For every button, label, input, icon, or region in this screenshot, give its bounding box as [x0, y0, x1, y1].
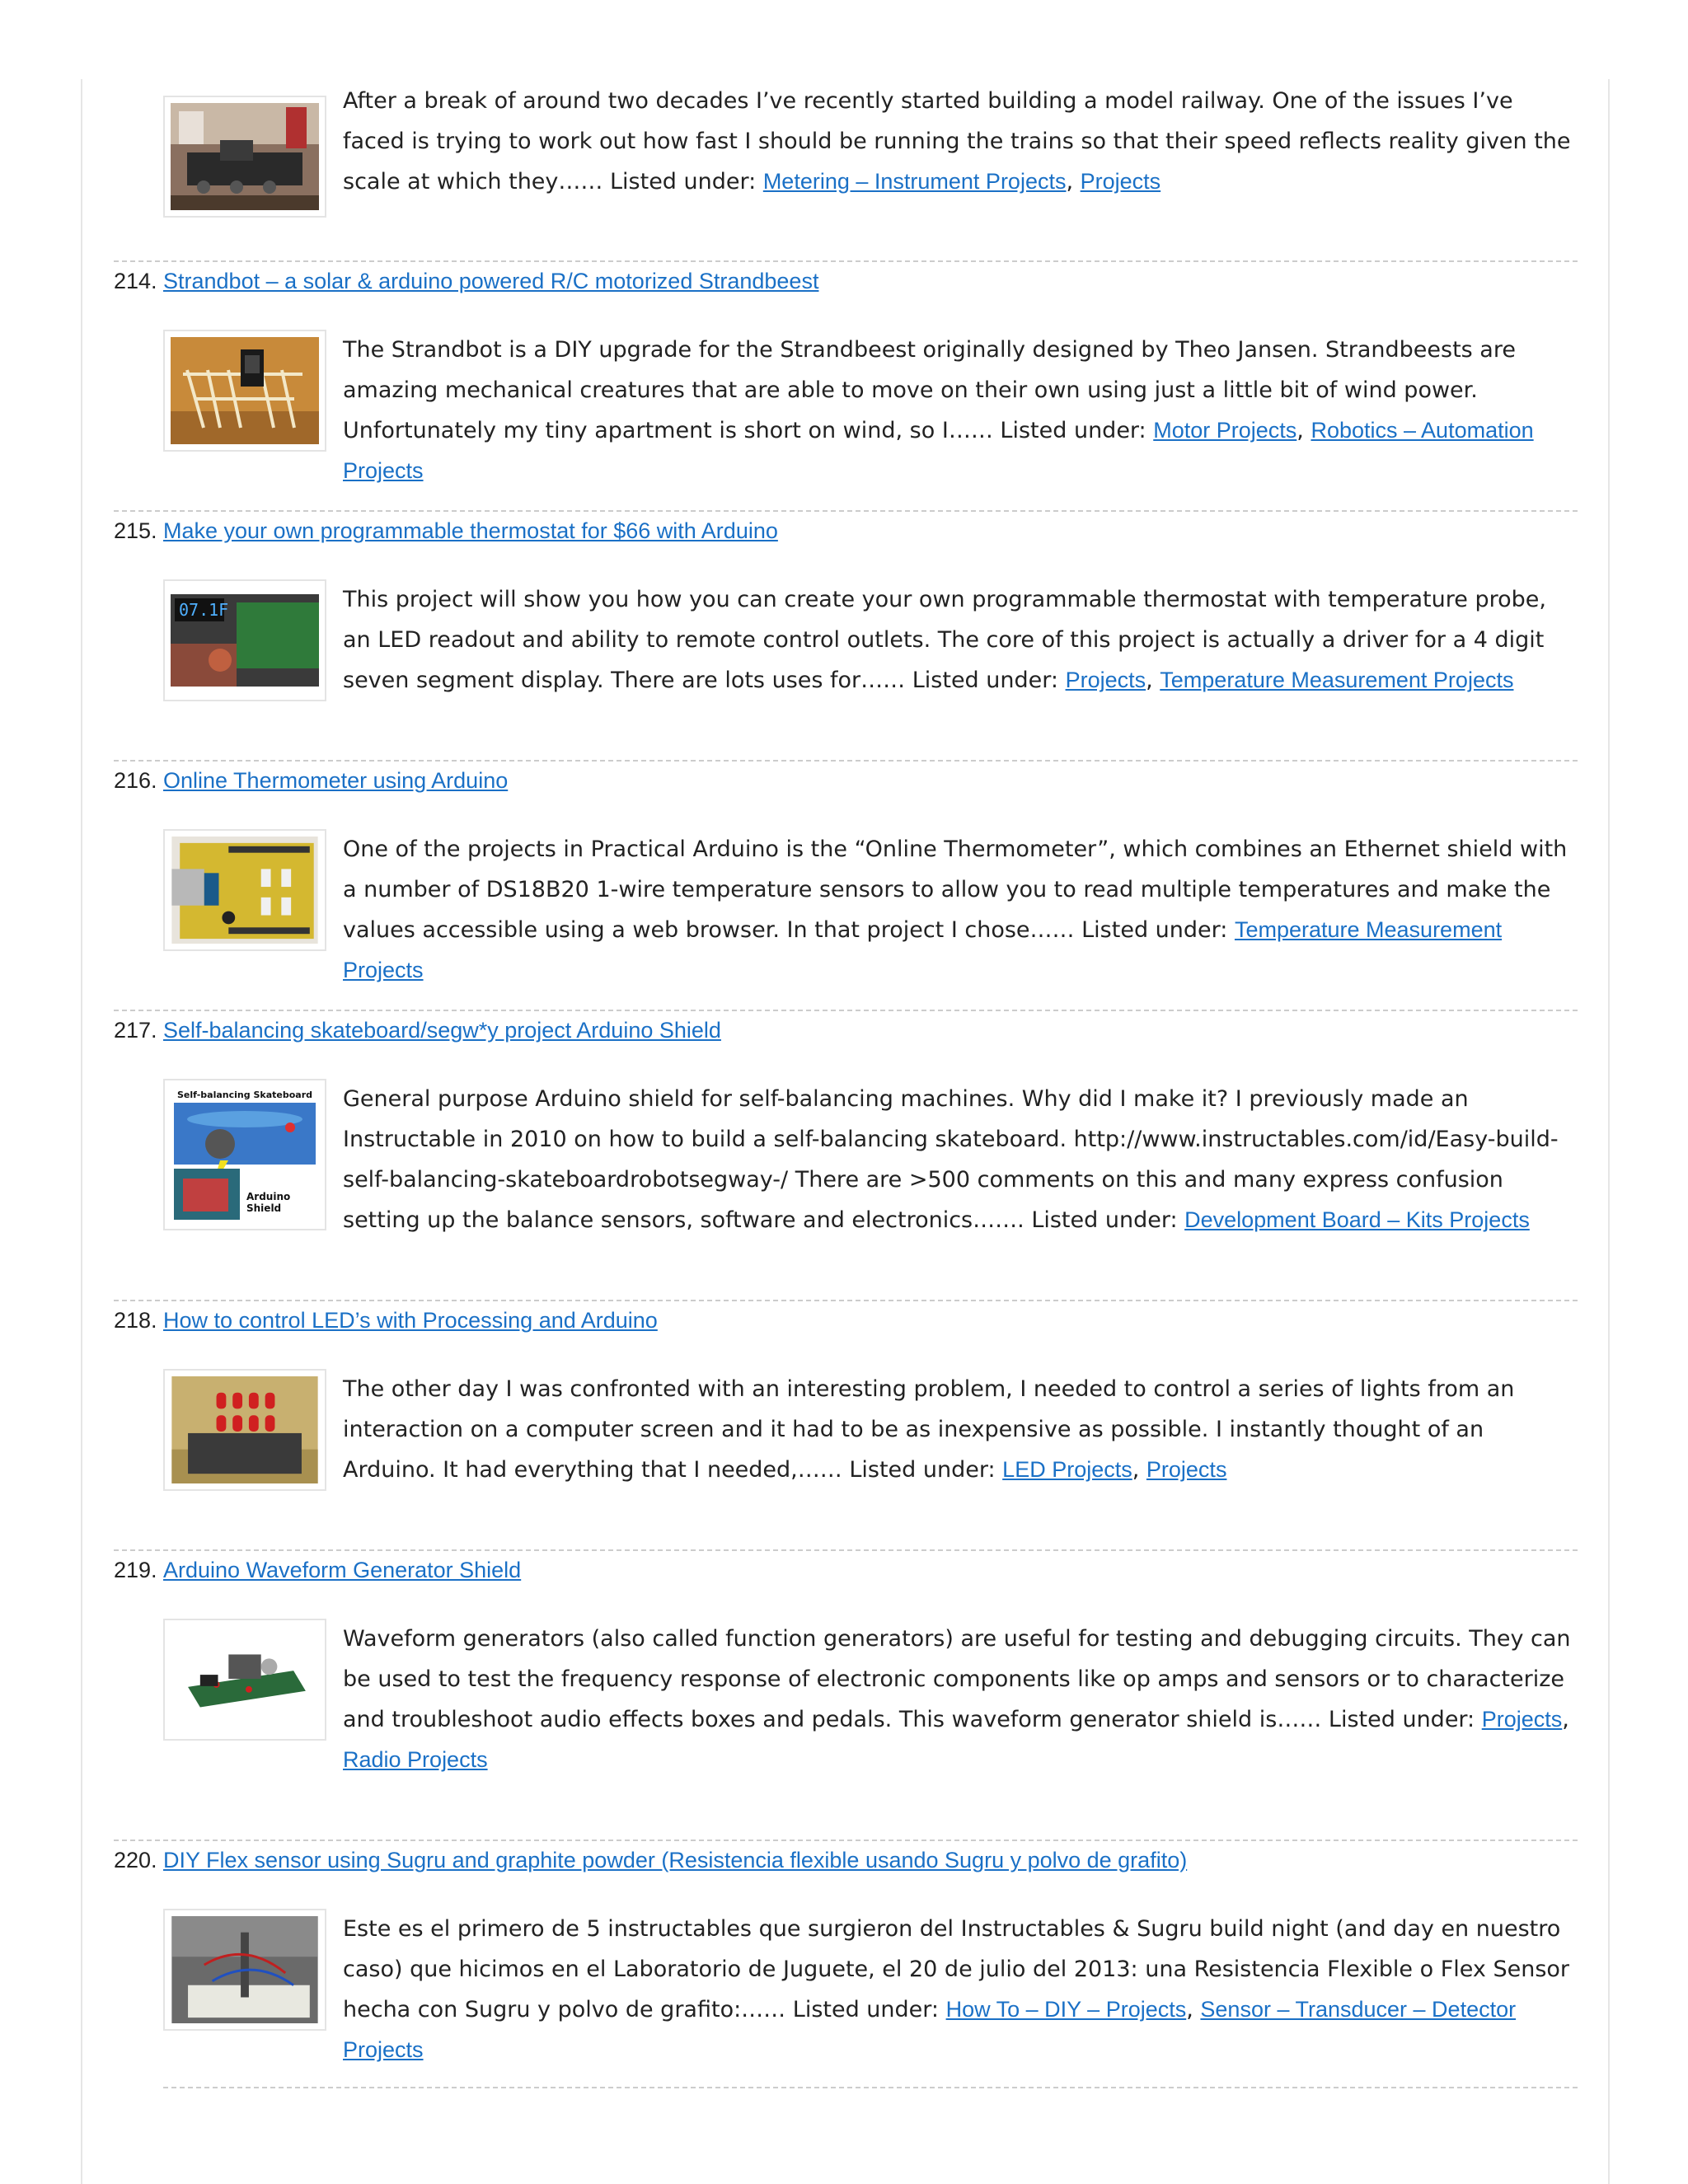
category-link[interactable]: Temperature Measurement Projects [343, 917, 1503, 982]
category-link[interactable]: LED Projects [1002, 1457, 1132, 1482]
entry-title-link[interactable]: Online Thermometer using Arduino [163, 768, 509, 793]
thumb-skateboard-shield[interactable] [163, 1079, 326, 1230]
entry-divider [163, 2087, 1578, 2088]
entry-number: 216. [114, 768, 157, 793]
strandbeest-icon [171, 337, 319, 444]
category-link[interactable]: Projects [1481, 1707, 1563, 1732]
skateboard-shield-icon [171, 1086, 319, 1223]
thumb-strandbeest[interactable] [163, 330, 326, 452]
thermostat-icon [171, 587, 319, 694]
flex-sensor-icon [171, 1916, 319, 2023]
thumb-thermostat[interactable] [163, 579, 326, 701]
thumb-model-railway[interactable] [163, 96, 326, 218]
category-link[interactable]: How To – DIY – Projects [945, 1997, 1187, 2022]
svg-text:Arduino: Arduino [246, 1191, 291, 1202]
svg-text:Self-balancing Skateboard: Self-balancing Skateboard [177, 1090, 312, 1100]
entry-214-description: The Strandbot is a DIY upgrade for the Strandbeest originally designed by Theo Jansen. Strandbeests are amazing mechanical creatures that are able to move on their own using just a little bit of wind power. Unfortunately my tiny apartment is short on wind, so I…… Listed under: Motor Projects, Robotics – Automation Projects [343, 337, 1534, 483]
category-link[interactable]: Radio Projects [343, 1747, 488, 1772]
entry-219-description: Waveform generators (also called function generators) are useful for testing and debugging circuits. They can be used to test the frequency response of electronic components like op amps and sensors or to characterize and troubleshoot audio effects boxes and pedals. This waveform generator shield is…… Listed under: Projects, Radio Projects [343, 1626, 1571, 1772]
entry-number: 218. [114, 1308, 157, 1333]
led-board-icon [171, 1376, 319, 1483]
waveform-shield-icon [171, 1626, 319, 1733]
thumb-waveform-shield[interactable] [163, 1619, 326, 1741]
category-link[interactable]: Motor Projects [1153, 418, 1297, 443]
entry-0-description: After a break of around two decades I’ve recently started building a model railway. One of the issues I’ve faced is trying to work out how fast I should be running the trains so that their speed reflects reality given the scale at which they…… Listed under: Metering – Instrument Projects, Projects [343, 88, 1571, 194]
ethernet-shield-icon [171, 837, 319, 944]
entry-number: 217. [114, 1018, 157, 1043]
category-link[interactable]: Robotics – Automation Projects [343, 418, 1534, 483]
category-link[interactable]: Metering – Instrument Projects [762, 169, 1067, 194]
entry-title-link[interactable]: Self-balancing skateboard/segw*y project Arduino Shield [163, 1018, 721, 1043]
entry-215-description: This project will show you how you can create your own programmable thermostat with temperature probe, an LED readout and ability to remote control outlets. The core of this project is actually a driver for a 4 digit seven segment display. There are lots uses for…… Listed under: Projects, Temperature Measurement Projects [343, 587, 1546, 693]
svg-text:Shield: Shield [246, 1202, 282, 1214]
thumb-ethernet-shield[interactable] [163, 829, 326, 951]
category-link[interactable]: Temperature Measurement Projects [1160, 668, 1514, 692]
entry-number: 220. [114, 1848, 157, 1872]
entry-number: 219. [114, 1558, 157, 1582]
entry-220-description: Este es el primero de 5 instructables que surgieron del Instructables & Sugru build night (and day en nuestro caso) que hicimos en el Laboratorio de Juguete, el 20 de julio del 2013: una Resistencia Flexible o Flex Sensor hecha con Sugru y polvo de grafito:…… Listed under: How To – DIY – Projects, Sensor – Transducer – Detector Projects [343, 1916, 1570, 2062]
entry-title-link[interactable]: Strandbot – a solar & arduino powered R/C motorized Strandbeest [163, 269, 819, 293]
entry-number: 215. [114, 518, 157, 543]
entry-title-link[interactable]: Arduino Waveform Generator Shield [163, 1558, 522, 1582]
thumb-led-board[interactable] [163, 1369, 326, 1491]
entry-217-description: General purpose Arduino shield for self-balancing machines. Why did I make it? I previously made an Instructable in 2010 on how to build a self-balancing skateboard. http://www.instructables.com/id/Easy-build-self-balancing-skateboardrobotsegway-/ There are >500 comments on this and many express confusion setting up the balance sensors, software and electronics……. Listed under: Development Board – Kits Projects [343, 1086, 1559, 1233]
category-link[interactable]: Projects [1065, 668, 1146, 692]
model-railway-icon [171, 103, 319, 210]
category-link[interactable]: Projects [1080, 169, 1161, 194]
entry-title-link[interactable]: DIY Flex sensor using Sugru and graphite powder (Resistencia flexible usando Sugru y polvo de grafito) [163, 1848, 1188, 1872]
entry-218-description: The other day I was confronted with an interesting problem, I needed to control a series of lights from an interaction on a computer screen and it had to be as inexpensive as possible. I instantly thought of an Arduino. It had everything that I needed,…… Listed under: LED Projects, Projects [343, 1376, 1515, 1483]
category-link[interactable]: Development Board – Kits Projects [1184, 1207, 1530, 1232]
entry-title-link[interactable]: How to control LED’s with Processing and Arduino [163, 1308, 658, 1333]
thumb-flex-sensor[interactable] [163, 1909, 326, 2031]
entry-title-link[interactable]: Make your own programmable thermostat for $66 with Arduino [163, 518, 778, 543]
svg-text:07.1F: 07.1F [179, 600, 229, 620]
entry-216-description: One of the projects in Practical Arduino is the “Online Thermometer”, which combines an Ethernet shield with a number of DS18B20 1-wire temperature sensors to allow you to read multiple temperatures and make the values accessible using a web browser. In that project I chose…… Listed under: Temperature Measurement Projects [343, 837, 1568, 982]
category-link[interactable]: Sensor – Transducer – Detector Projects [343, 1997, 1517, 2062]
entry-number: 214. [114, 269, 157, 293]
category-link[interactable]: Projects [1146, 1457, 1227, 1482]
